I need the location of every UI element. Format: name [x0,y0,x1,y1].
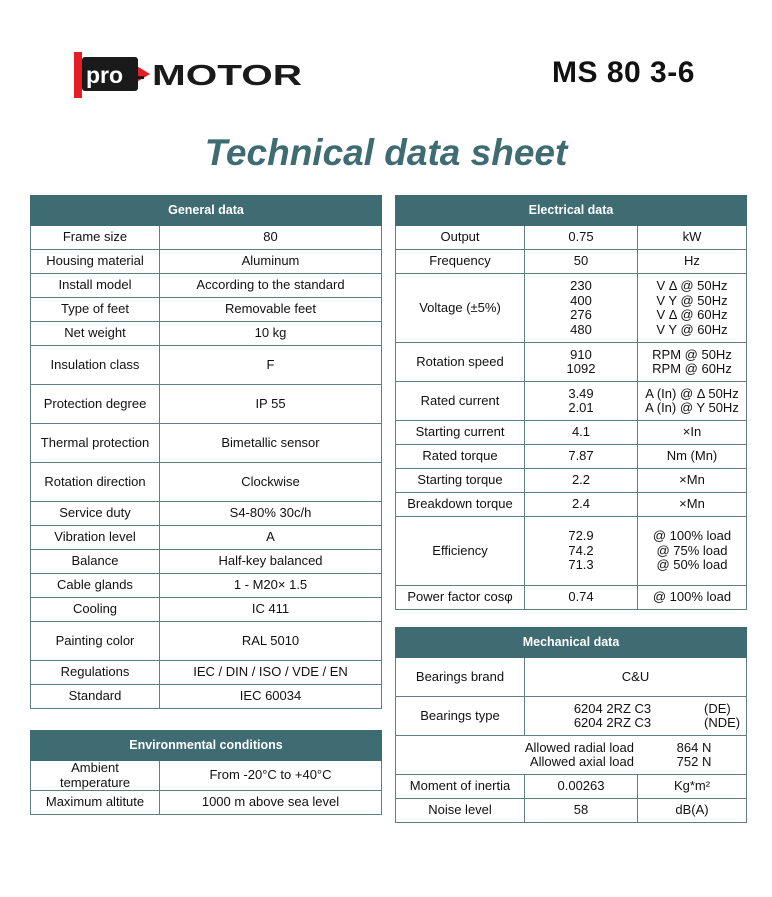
electrical-value: 72.9 [568,528,594,544]
inertia-value: 0.00263 [525,775,638,799]
electrical-label: Rated torque [396,445,525,469]
electrical-value: 71.3 [568,557,594,573]
table-row [31,550,382,574]
electrical-label: Rated current [396,382,525,421]
general-label: Balance [31,550,160,574]
general-label: Regulations [31,661,160,685]
general-label: Cable glands [31,574,160,598]
electrical-unit: V Y @ 50Hz [656,292,728,308]
table-row [396,226,747,250]
page-title: Technical data sheet [204,132,568,173]
electrical-label: Frequency [396,250,525,274]
table-row [31,385,382,424]
electrical-units [638,382,747,421]
electrical-values [525,382,638,421]
noise-unit: dB(A) [638,799,747,823]
model-number: MS 80 3-6 [552,56,695,89]
general-value: Bimetallic sensor [160,424,382,463]
electrical-label: Power factor cosφ [396,586,525,610]
electrical-value: 276 [570,307,592,322]
table-row [31,791,382,815]
electrical-unit: ×Mn [679,496,705,512]
electrical-value: 0.74 [568,589,594,605]
table-row [31,526,382,550]
general-value: Clockwise [160,463,382,502]
general-label: Net weight [31,322,160,346]
bearing-de-model: 6204 2RZ C3 [573,700,652,716]
electrical-value: 910 [570,346,592,362]
electrical-value: 7.87 [568,448,594,464]
general-label: Insulation class [31,346,160,385]
inertia-unit: Kg*m² [638,775,747,799]
electrical-label: Output [396,226,525,250]
general-value: 1 - M20× 1.5 [160,574,382,598]
bearing-nde-model: 6204 2RZ C3 [573,715,652,730]
electrical-unit: @ 100% load [652,589,732,605]
electrical-label: Starting torque [396,469,525,493]
table-row [31,250,382,274]
table-row [396,421,747,445]
mechanical-data-heading: Mechanical data [396,628,747,658]
table-row [31,502,382,526]
table-row [396,250,747,274]
environment-value: From -20°C to +40°C [160,761,382,791]
table-row [31,598,382,622]
general-value: Aluminum [160,250,382,274]
electrical-value: 74.2 [568,542,594,558]
electrical-label: Efficiency [396,517,525,586]
electrical-values [525,274,638,343]
general-data-heading: General data [31,196,382,226]
electrical-units [638,250,747,274]
inertia-label: Moment of inertia [396,775,525,799]
table-row [396,274,747,343]
table-row [31,761,382,791]
general-value: 80 [160,226,382,250]
bearing-de-position: (DE) [704,700,731,716]
table-row [31,574,382,598]
bearings-brand-value: C&U [525,658,747,697]
electrical-unit: V Y @ 60Hz [656,321,728,337]
electrical-values [525,469,638,493]
table-row [31,322,382,346]
general-label: Type of feet [31,298,160,322]
electrical-unit: ×In [682,424,702,440]
general-label: Install model [31,274,160,298]
electrical-value: 2.4 [571,496,591,512]
electrical-data-table [395,195,747,610]
table-row [31,226,382,250]
table-row [396,382,747,421]
general-value: F [160,346,382,385]
electrical-unit: A (In) @ Y 50Hz [645,400,739,415]
logo-motor-text: MOTOR [152,60,303,92]
electrical-values [525,493,638,517]
electrical-values [525,250,638,274]
general-label: Rotation direction [31,463,160,502]
electrical-unit: RPM @ 50Hz [652,346,732,362]
electrical-unit: @ 100% load [652,528,732,544]
general-label: Thermal protection [31,424,160,463]
table-row [396,493,747,517]
table-row [396,445,747,469]
electrical-value: 230 [570,278,592,293]
electrical-unit: @ 75% load [656,542,728,558]
electrical-units [638,469,747,493]
electrical-unit: ×Mn [679,472,705,488]
general-label: Painting color [31,622,160,661]
electrical-value: 480 [570,321,592,337]
table-row [31,622,382,661]
electrical-units [638,343,747,382]
general-value: Removable feet [160,298,382,322]
electrical-value: 4.1 [571,424,591,440]
environment-value: 1000 m above sea level [160,791,382,815]
radial-load-value: 864 N [676,739,712,755]
table-row [396,517,747,586]
electrical-label: Breakdown torque [396,493,525,517]
electrical-label: Starting current [396,421,525,445]
electrical-unit: @ 50% load [656,557,728,573]
general-value: A [160,526,382,550]
electrical-values [525,343,638,382]
electrical-values [525,445,638,469]
pro-motor-logo [70,48,310,102]
axial-load-label: Allowed axial load [529,754,634,769]
electrical-units [638,517,747,586]
environment-label: Ambient temperature [31,761,160,791]
electrical-values [525,517,638,586]
table-row [31,298,382,322]
table-row [31,346,382,385]
electrical-units [638,226,747,250]
logo-pro-text: pro [86,62,124,88]
general-value: RAL 5010 [160,622,382,661]
electrical-units [638,493,747,517]
general-data-table [30,195,382,709]
bearings-type-label: Bearings type [396,697,525,736]
bearings-brand-label: Bearings brand [396,658,525,697]
table-row [31,463,382,502]
electrical-value: 400 [570,292,592,308]
general-label: Standard [31,685,160,709]
environmental-table [30,730,382,815]
electrical-unit: V Δ @ 50Hz [656,278,728,293]
electrical-values [525,226,638,250]
table-row [31,685,382,709]
electrical-value: 0.75 [568,229,594,245]
general-label: Frame size [31,226,160,250]
electrical-unit: RPM @ 60Hz [652,361,732,376]
electrical-unit: A (In) @ Δ 50Hz [645,385,739,401]
electrical-units [638,274,747,343]
logo-dash-text: - [137,63,145,90]
table-row [396,343,747,382]
electrical-label: Rotation speed [396,343,525,382]
electrical-data-heading: Electrical data [396,196,747,226]
environment-label: Maximum altitute [31,791,160,815]
general-value: S4-80% 30c/h [160,502,382,526]
electrical-value: 50 [573,253,589,269]
electrical-unit: Nm (Mn) [666,448,718,464]
electrical-values [525,421,638,445]
electrical-units [638,421,747,445]
general-value: IP 55 [160,385,382,424]
table-row [396,586,747,610]
environmental-heading: Environmental conditions [31,731,382,761]
electrical-unit: V Δ @ 60Hz [656,307,728,322]
noise-value: 58 [525,799,638,823]
general-label: Cooling [31,598,160,622]
general-value: IC 411 [160,598,382,622]
electrical-label: Voltage (±5%) [396,274,525,343]
noise-label: Noise level [396,799,525,823]
bearings-type-row [396,697,747,736]
table-row [396,469,747,493]
electrical-value: 2.2 [571,472,591,488]
electrical-units [638,586,747,610]
general-label: Protection degree [31,385,160,424]
general-label: Service duty [31,502,160,526]
general-value: IEC / DIN / ISO / VDE / EN [160,661,382,685]
axial-load-value: 752 N [676,754,712,769]
electrical-values [525,586,638,610]
table-row [31,661,382,685]
loads-row [396,736,747,775]
general-label: Vibration level [31,526,160,550]
radial-load-label: Allowed radial load [524,739,634,755]
table-row [31,424,382,463]
general-value: 10 kg [160,322,382,346]
electrical-unit: kW [682,229,702,245]
mechanical-data-table [395,627,747,823]
general-label: Housing material [31,250,160,274]
electrical-value: 1092 [566,361,596,376]
electrical-value: 2.01 [568,400,594,415]
general-value: According to the standard [160,274,382,298]
electrical-value: 3.49 [568,385,594,401]
general-value: IEC 60034 [160,685,382,709]
electrical-units [638,445,747,469]
electrical-unit: Hz [684,253,700,269]
table-row [31,274,382,298]
bearing-nde-position: (NDE) [704,715,741,730]
general-value: Half-key balanced [160,550,382,574]
